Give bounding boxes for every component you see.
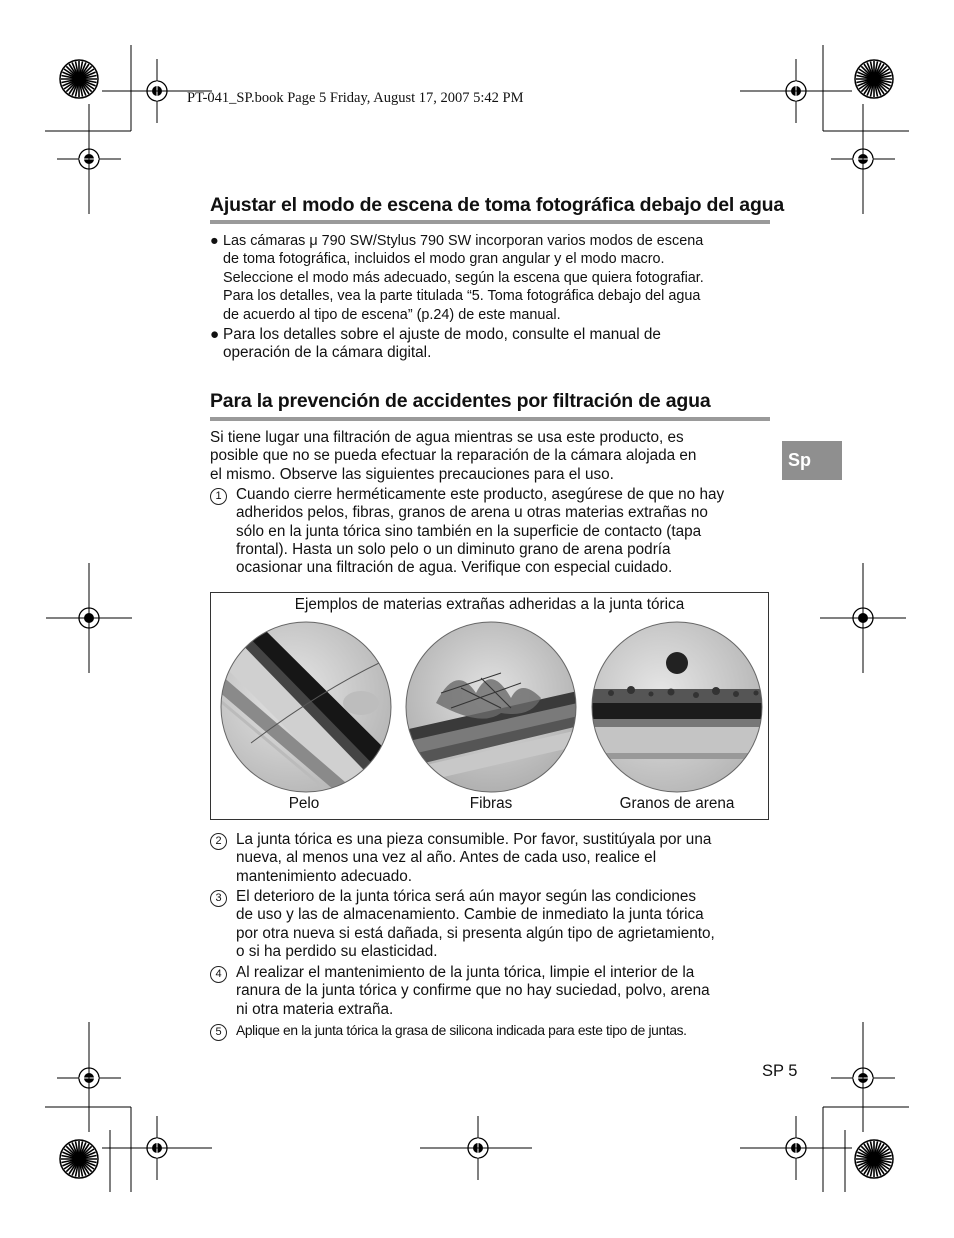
photo-hair: [211, 613, 411, 819]
numbered-item: [210, 964, 770, 1020]
numbered-item: [210, 486, 770, 578]
intro-paragraph: [210, 429, 770, 484]
text-line: Para los detalles, vea la parte titulada “5. Toma fotográfica debajo del agua: [223, 288, 701, 305]
text-line: de acuerdo al tipo de escena” (p.24) de este manual.: [223, 306, 561, 323]
language-tab: Sp: [782, 441, 842, 480]
text-line: por otra nueva si está dañada, si presenta algún tipo de agrietamiento,: [236, 924, 715, 942]
text-line: nueva, al menos una vez al año. Antes de cada uso, realice el: [236, 849, 657, 867]
text-line: ranura de la junta tórica y confirme que no hay suciedad, polvo, arena: [236, 982, 710, 1000]
figure-photos: [211, 593, 768, 819]
text-line: Seleccione el modo más adecuado, según la escena que quiera fotografiar.: [223, 269, 704, 286]
section-title-underwater-scene: Ajustar el modo de escena de toma fotográfica debajo del agua: [210, 194, 785, 216]
bullet-text: [223, 326, 775, 363]
circled-number-icon: 2: [210, 831, 230, 850]
circled-number-icon: 1: [210, 486, 230, 505]
page-number: SP 5: [762, 1062, 798, 1080]
text-line: de uso y las de almacenamiento. Cambie de inmediato la junta tórica: [236, 906, 704, 924]
text-line: La junta tórica es una pieza consumible. Por favor, sustitúyala por una: [236, 831, 712, 848]
circled-number-icon: 4: [210, 964, 230, 983]
text-line: El deterioro de la junta tórica será aún mayor según las condiciones: [236, 888, 697, 905]
numbered-item: [210, 831, 770, 887]
text-line: frontal). Hasta un solo pelo o un diminuto grano de arena podría: [236, 540, 671, 558]
section-rule: [210, 220, 770, 224]
bullet-dot-icon: ●: [210, 326, 220, 343]
foreign-matter-figure: [210, 592, 769, 820]
section-rule: [210, 417, 770, 421]
figure-caption: Ejemplos de materias extrañas adheridas a la junta tórica: [294, 596, 685, 613]
text-line: operación de la cámara digital.: [223, 344, 432, 362]
bullet-item: [210, 232, 770, 324]
photo-fibers: [391, 613, 591, 813]
circled-number-icon: 3: [210, 888, 230, 907]
text-line: Cuando cierre herméticamente este producto, asegúrese de que no hay: [236, 486, 725, 503]
text-line: posible que no se pueda efectuar la reparación de la cámara alojada en: [210, 447, 697, 465]
text-line: ni otra materia extraña.: [236, 1000, 394, 1018]
text-line: adheridos pelos, fibras, granos de arena u otras materias extrañas no: [236, 504, 708, 522]
photo-label-fibers: Fibras: [469, 795, 513, 812]
text-line: o si ha perdido su elasticidad.: [236, 942, 438, 960]
text-line: el mismo. Observe las siguientes precauciones para el uso.: [210, 465, 614, 483]
bullet-dot-icon: ●: [210, 233, 219, 249]
numbered-item: [210, 888, 770, 962]
photo-label-hair: Pelo: [288, 795, 320, 812]
text-line: sólo en la junta tórica sino también en la superficie de contacto (tapa: [236, 522, 702, 540]
photo-label-sand: Granos de arena: [619, 795, 735, 812]
text-line: Al realizar el mantenimiento de la junta tórica, limpie el interior de la: [236, 964, 695, 981]
text-line: Si tiene lugar una filtración de agua mientras se usa este producto, es: [210, 429, 684, 446]
text-line: ocasionar una filtración de agua. Verifique con especial cuidado.: [236, 559, 673, 577]
photo-sand: [581, 613, 768, 813]
text-line: de toma fotográfica, incluidos el modo gran angular y el modo macro.: [223, 251, 665, 268]
text-line: mantenimiento adecuado.: [236, 867, 413, 885]
section-title-water-leak-prevention: Para la prevención de accidentes por filtración de agua: [210, 390, 711, 412]
text-line: Aplique en la junta tórica la grasa de silicona indicada para este tipo de juntas.: [236, 1023, 687, 1038]
numbered-item: [210, 1022, 770, 1042]
bullet-item: [210, 326, 770, 364]
book-header-line: PT-041_SP.book Page 5 Friday, August 17, 2007 5:42 PM: [187, 90, 524, 106]
circled-number-icon: 5: [210, 1022, 230, 1041]
text-line: Las cámaras μ 790 SW/Stylus 790 SW incorporan varios modos de escena: [223, 233, 704, 249]
text-line: Para los detalles sobre el ajuste de modo, consulte el manual de: [223, 326, 661, 343]
bullet-text: [223, 232, 775, 324]
